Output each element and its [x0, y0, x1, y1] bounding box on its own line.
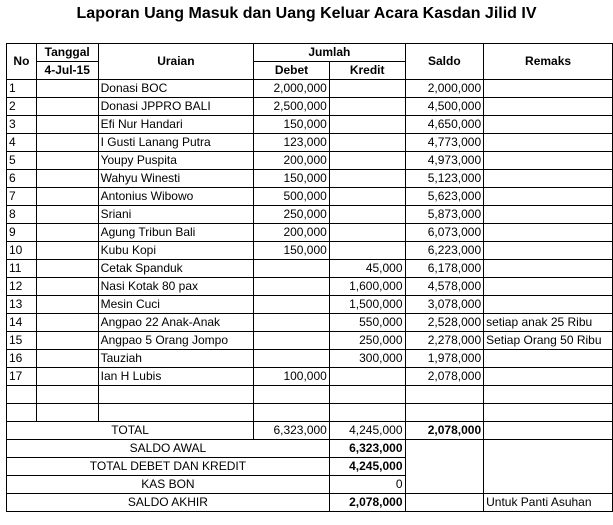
total-dk-value: 4,245,000	[329, 458, 405, 476]
cell-tanggal	[36, 224, 98, 242]
cell-debet: 200,000	[254, 224, 330, 242]
cell-saldo: 6,178,000	[405, 260, 484, 278]
cell-remaks	[484, 206, 613, 224]
cell-debet: 250,000	[254, 206, 330, 224]
cell-remaks	[484, 98, 613, 116]
report-table	[6, 43, 613, 512]
cell-uraian: Donasi JPPRO BALI	[98, 98, 254, 116]
empty-cell	[36, 404, 98, 422]
cell-tanggal	[36, 80, 98, 98]
cell-tanggal	[36, 98, 98, 116]
cell-saldo: 2,000,000	[405, 80, 484, 98]
cell-debet	[254, 350, 330, 368]
cell-no: 3	[7, 116, 37, 134]
saldo-akhir-value: 2,078,000	[329, 494, 405, 512]
header-uraian: Uraian	[98, 44, 254, 80]
cell-saldo: 2,278,000	[405, 332, 484, 350]
cell-kredit: 300,000	[329, 350, 405, 368]
cell-kredit	[329, 368, 405, 386]
total-debet: 6,323,000	[254, 422, 330, 440]
cell-debet: 150,000	[254, 116, 330, 134]
cell-saldo: 5,123,000	[405, 170, 484, 188]
cell-kredit	[329, 134, 405, 152]
cell-no: 15	[7, 332, 37, 350]
cell-debet: 100,000	[254, 368, 330, 386]
cell-no: 2	[7, 98, 37, 116]
total-dk-saldo	[405, 458, 484, 476]
cell-no: 10	[7, 242, 37, 260]
table-row	[7, 206, 613, 224]
cell-saldo: 4,500,000	[405, 98, 484, 116]
total-dk-label: TOTAL DEBET DAN KREDIT	[7, 458, 330, 476]
saldo-akhir-remaks: Untuk Panti Asuhan	[484, 494, 613, 512]
cell-remaks: Setiap Orang 50 Ribu	[484, 332, 613, 350]
kas-bon-remaks	[484, 476, 613, 494]
saldo-awal-label: SALDO AWAL	[7, 440, 330, 458]
cell-uraian: Efi Nur Handari	[98, 116, 254, 134]
cell-remaks	[484, 80, 613, 98]
saldo-awal-value: 6,323,000	[329, 440, 405, 458]
report-title: Laporan Uang Masuk dan Uang Keluar Acara Kasdan Jilid IV	[76, 5, 537, 22]
table-row	[7, 314, 613, 332]
cell-tanggal	[36, 188, 98, 206]
cell-no: 9	[7, 224, 37, 242]
header-row-1	[7, 44, 613, 62]
cell-saldo: 4,973,000	[405, 152, 484, 170]
table-row	[7, 278, 613, 296]
cell-remaks	[484, 296, 613, 314]
saldo-akhir-row	[7, 494, 613, 512]
cell-kredit: 1,500,000	[329, 296, 405, 314]
cell-tanggal	[36, 368, 98, 386]
kas-bon-value: 0	[329, 476, 405, 494]
cell-tanggal	[36, 242, 98, 260]
cell-uraian: I Gusti Lanang Putra	[98, 134, 254, 152]
table-row	[7, 98, 613, 116]
kas-bon-saldo	[405, 476, 484, 494]
cell-tanggal	[36, 170, 98, 188]
header-jumlah: Jumlah	[254, 44, 405, 62]
saldo-awal-remaks	[484, 440, 613, 458]
cell-remaks	[484, 278, 613, 296]
cell-saldo: 4,773,000	[405, 134, 484, 152]
table-row	[7, 80, 613, 98]
cell-no: 4	[7, 134, 37, 152]
cell-tanggal	[36, 278, 98, 296]
cell-kredit	[329, 80, 405, 98]
empty-cell	[36, 386, 98, 404]
cell-tanggal	[36, 296, 98, 314]
cell-remaks: setiap anak 25 Ribu	[484, 314, 613, 332]
cell-saldo: 4,650,000	[405, 116, 484, 134]
cell-kredit: 45,000	[329, 260, 405, 278]
cell-no: 16	[7, 350, 37, 368]
cell-no: 12	[7, 278, 37, 296]
total-dk-row	[7, 458, 613, 476]
header-debet: Debet	[254, 62, 330, 80]
kas-bon-row	[7, 476, 613, 494]
empty-cell	[98, 386, 254, 404]
saldo-akhir-label: SALDO AKHIR	[7, 494, 330, 512]
header-no: No	[7, 44, 37, 80]
table-row	[7, 332, 613, 350]
cell-tanggal	[36, 314, 98, 332]
table-row	[7, 296, 613, 314]
cell-kredit	[329, 188, 405, 206]
table-row	[7, 152, 613, 170]
cell-uraian: Ian H Lubis	[98, 368, 254, 386]
cell-remaks	[484, 152, 613, 170]
cell-tanggal	[36, 350, 98, 368]
empty-cell	[484, 386, 613, 404]
cell-saldo: 3,078,000	[405, 296, 484, 314]
cell-debet: 150,000	[254, 170, 330, 188]
empty-row	[7, 404, 613, 422]
empty-cell	[254, 386, 330, 404]
cell-debet: 2,500,000	[254, 98, 330, 116]
cell-debet	[254, 260, 330, 278]
cell-debet	[254, 296, 330, 314]
cell-tanggal	[36, 134, 98, 152]
empty-cell	[484, 404, 613, 422]
empty-cell	[405, 404, 484, 422]
cell-debet: 123,000	[254, 134, 330, 152]
cell-saldo: 2,528,000	[405, 314, 484, 332]
header-saldo: Saldo	[405, 44, 484, 80]
cell-tanggal	[36, 332, 98, 350]
cell-remaks	[484, 116, 613, 134]
cell-no: 11	[7, 260, 37, 278]
total-row	[7, 422, 613, 440]
saldo-awal-row	[7, 440, 613, 458]
cell-kredit	[329, 116, 405, 134]
empty-row	[7, 386, 613, 404]
cell-kredit: 1,600,000	[329, 278, 405, 296]
cell-uraian: Angpao 22 Anak-Anak	[98, 314, 254, 332]
cell-debet	[254, 278, 330, 296]
cell-debet: 200,000	[254, 152, 330, 170]
kas-bon-label: KAS BON	[7, 476, 330, 494]
header-remaks: Remaks	[484, 44, 613, 80]
empty-cell	[7, 386, 37, 404]
cell-uraian: Donasi BOC	[98, 80, 254, 98]
cell-uraian: Wahyu Winesti	[98, 170, 254, 188]
empty-cell	[7, 404, 37, 422]
table-row	[7, 170, 613, 188]
cell-saldo: 4,578,000	[405, 278, 484, 296]
cell-remaks	[484, 260, 613, 278]
cell-saldo: 5,623,000	[405, 188, 484, 206]
total-remaks	[484, 422, 613, 440]
cell-debet: 2,000,000	[254, 80, 330, 98]
header-tanggal-value: 4-Jul-15	[36, 62, 98, 80]
cell-uraian: Nasi Kotak 80 pax	[98, 278, 254, 296]
table-row	[7, 260, 613, 278]
cell-uraian: Mesin Cuci	[98, 296, 254, 314]
cell-kredit	[329, 170, 405, 188]
total-label: TOTAL	[7, 422, 254, 440]
table-row	[7, 188, 613, 206]
cell-remaks	[484, 188, 613, 206]
total-saldo: 2,078,000	[405, 422, 484, 440]
total-dk-remaks	[484, 458, 613, 476]
cell-kredit	[329, 206, 405, 224]
table-row	[7, 224, 613, 242]
empty-cell	[254, 404, 330, 422]
header-kredit: Kredit	[329, 62, 405, 80]
cell-uraian: Agung Tribun Bali	[98, 224, 254, 242]
saldo-awal-saldo	[405, 440, 484, 458]
cell-no: 13	[7, 296, 37, 314]
saldo-akhir-saldo	[405, 494, 484, 512]
cell-remaks	[484, 134, 613, 152]
table-row	[7, 350, 613, 368]
total-kredit: 4,245,000	[329, 422, 405, 440]
cell-no: 6	[7, 170, 37, 188]
cell-no: 5	[7, 152, 37, 170]
cell-tanggal	[36, 116, 98, 134]
cell-remaks	[484, 350, 613, 368]
empty-cell	[329, 404, 405, 422]
cell-no: 17	[7, 368, 37, 386]
cell-debet	[254, 332, 330, 350]
empty-cell	[405, 386, 484, 404]
cell-kredit	[329, 242, 405, 260]
table-row	[7, 242, 613, 260]
cell-debet: 500,000	[254, 188, 330, 206]
cell-uraian: Sriani	[98, 206, 254, 224]
cell-uraian: Kubu Kopi	[98, 242, 254, 260]
cell-tanggal	[36, 260, 98, 278]
cell-debet	[254, 314, 330, 332]
cell-saldo: 6,073,000	[405, 224, 484, 242]
cell-uraian: Angpao 5 Orang Jompo	[98, 332, 254, 350]
table-row	[7, 116, 613, 134]
header-tanggal: Tanggal	[36, 44, 98, 62]
cell-uraian: Antonius Wibowo	[98, 188, 254, 206]
cell-saldo: 5,873,000	[405, 206, 484, 224]
cell-tanggal	[36, 206, 98, 224]
empty-cell	[329, 386, 405, 404]
cell-uraian: Cetak Spanduk	[98, 260, 254, 278]
cell-uraian: Tauziah	[98, 350, 254, 368]
cell-saldo: 2,078,000	[405, 368, 484, 386]
cell-no: 14	[7, 314, 37, 332]
cell-uraian: Youpy Puspita	[98, 152, 254, 170]
cell-kredit	[329, 98, 405, 116]
cell-remaks	[484, 368, 613, 386]
cell-remaks	[484, 224, 613, 242]
cell-kredit	[329, 224, 405, 242]
cell-no: 1	[7, 80, 37, 98]
cell-debet: 150,000	[254, 242, 330, 260]
cell-kredit: 250,000	[329, 332, 405, 350]
cell-remaks	[484, 242, 613, 260]
cell-remaks	[484, 170, 613, 188]
cell-kredit: 550,000	[329, 314, 405, 332]
cell-no: 8	[7, 206, 37, 224]
table-row	[7, 134, 613, 152]
cell-saldo: 6,223,000	[405, 242, 484, 260]
table-row	[7, 368, 613, 386]
cell-kredit	[329, 152, 405, 170]
cell-tanggal	[36, 152, 98, 170]
empty-cell	[98, 404, 254, 422]
cell-saldo: 1,978,000	[405, 350, 484, 368]
cell-no: 7	[7, 188, 37, 206]
